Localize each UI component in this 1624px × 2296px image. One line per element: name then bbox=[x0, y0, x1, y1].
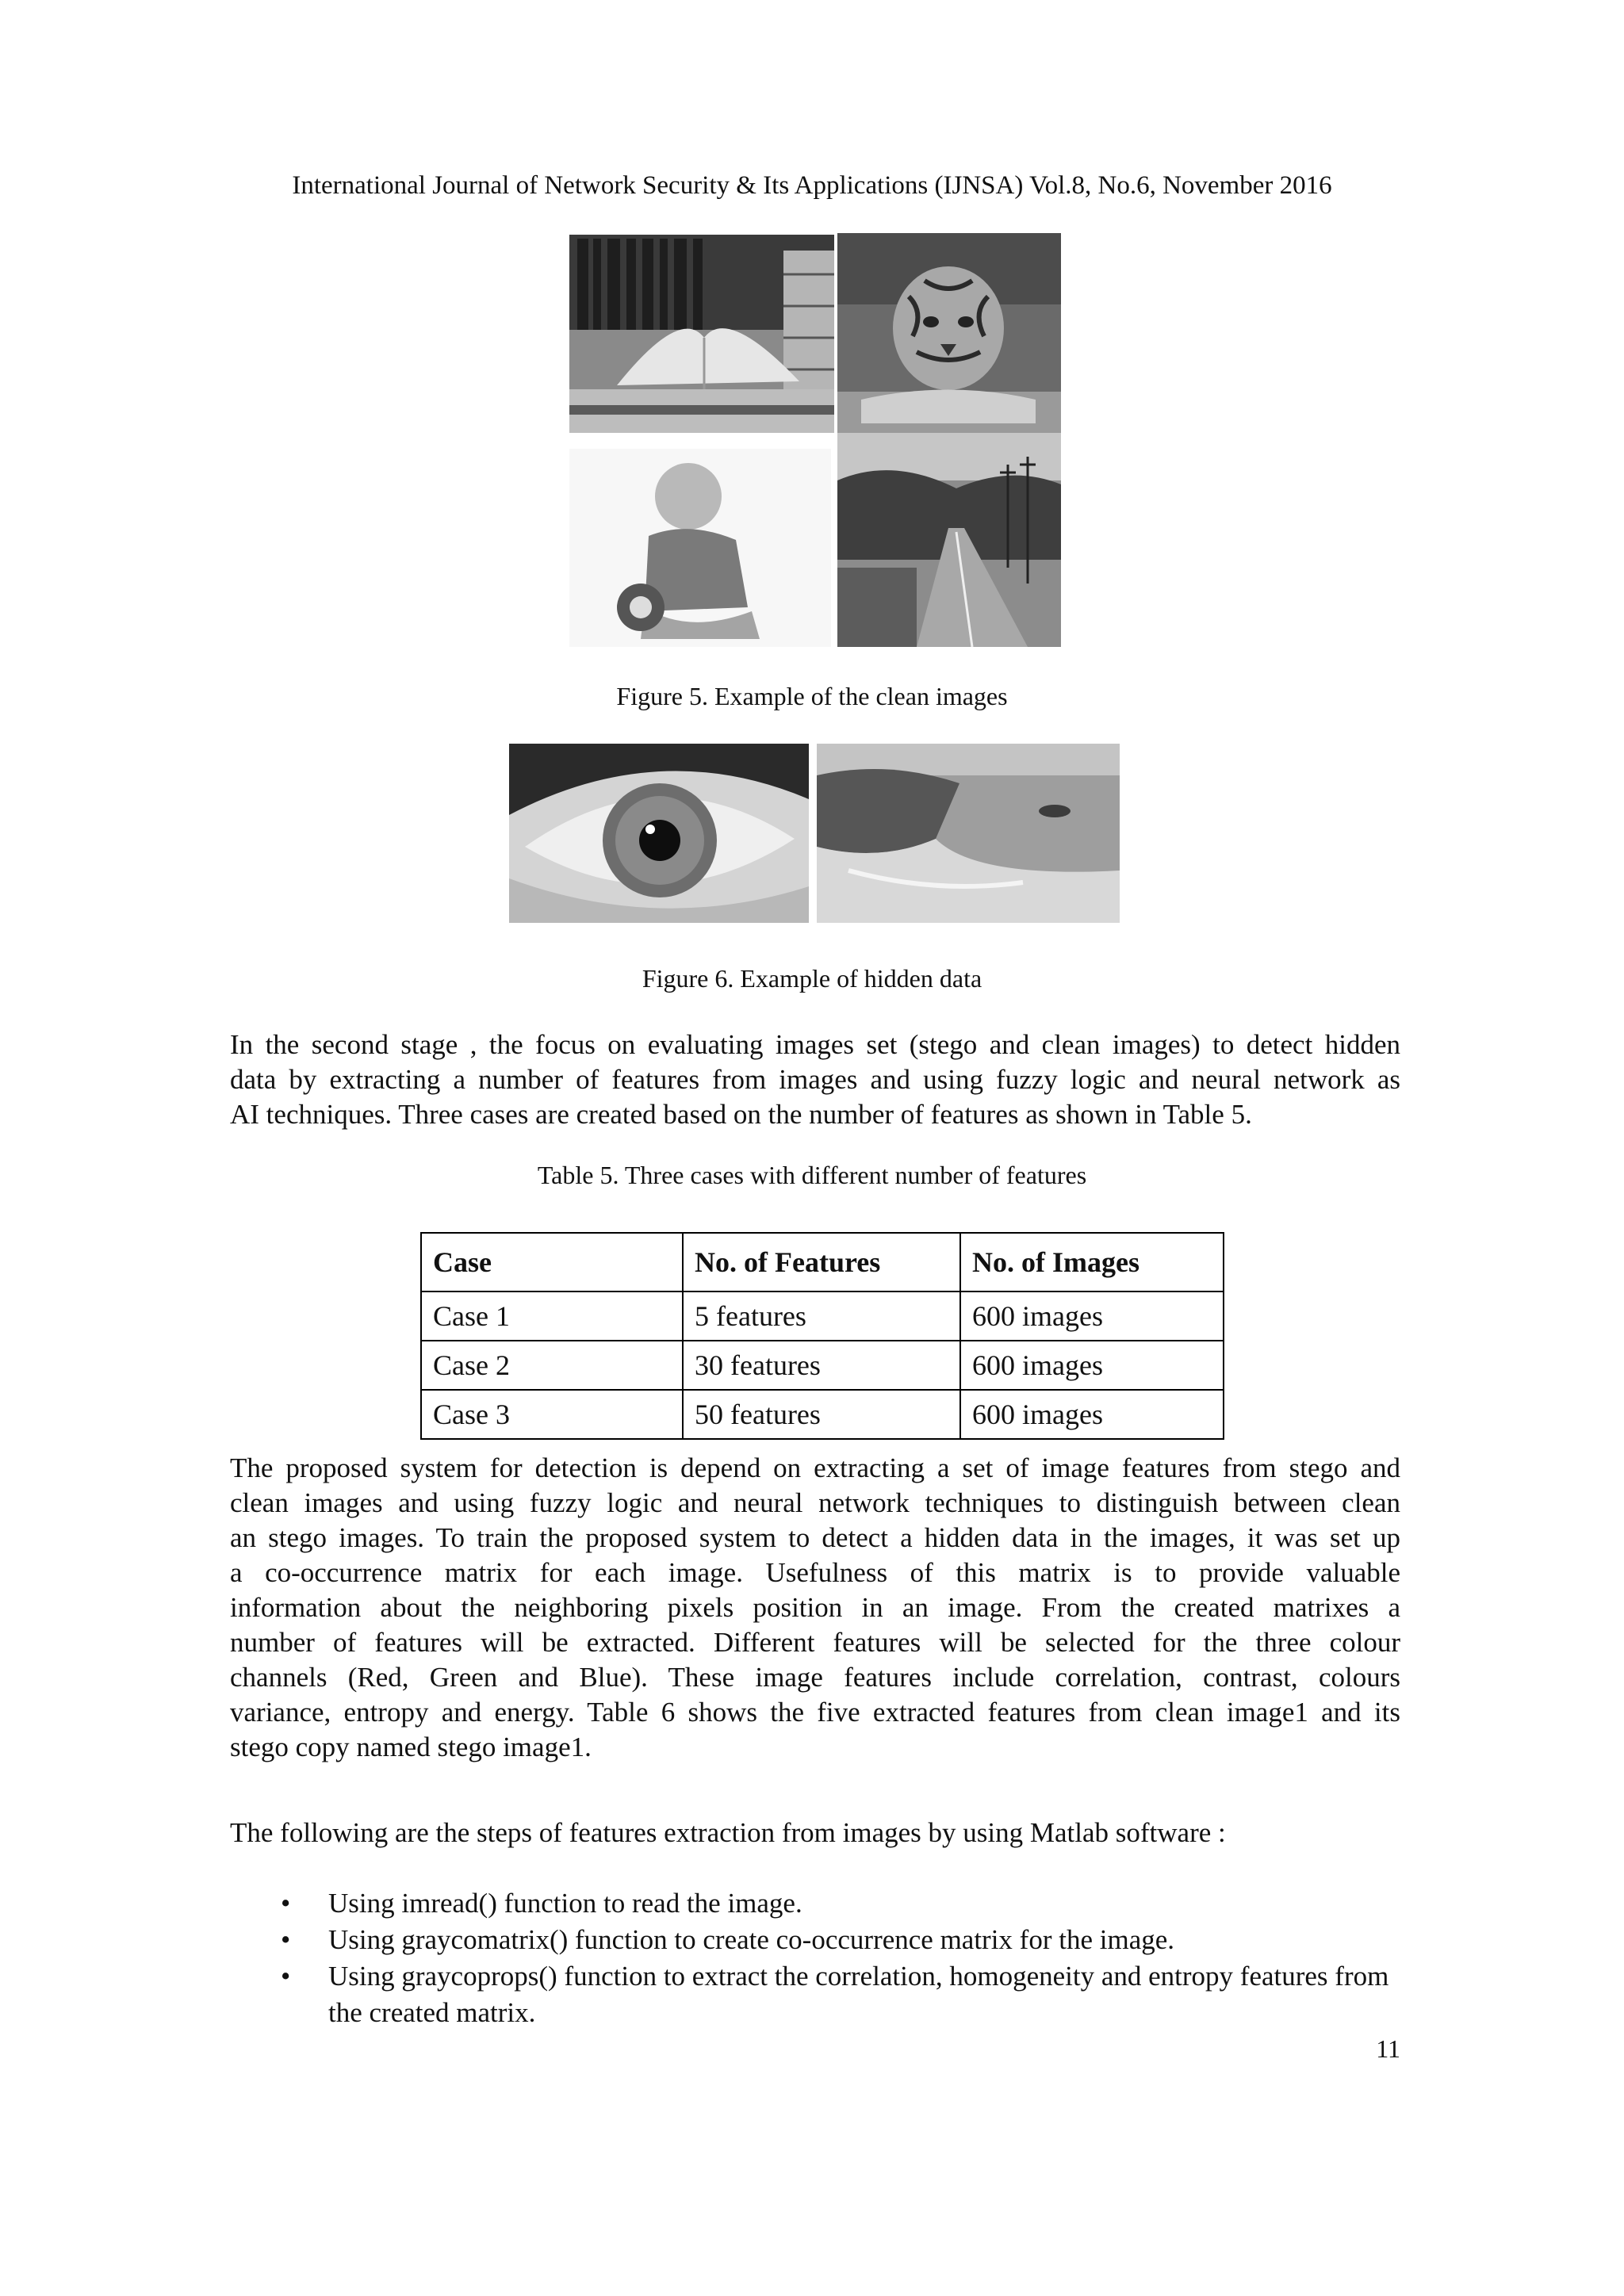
table-cell: 600 images bbox=[960, 1341, 1224, 1390]
books-photo bbox=[569, 235, 834, 433]
tiger-photo bbox=[837, 233, 1061, 433]
table-cell: Case 2 bbox=[421, 1341, 683, 1390]
paragraph-line: clean images and using fuzzy logic and neural network techniques to distinguish between clean bbox=[230, 1487, 1400, 1518]
list-item bbox=[230, 1958, 1400, 2031]
header-features: No. of Features bbox=[683, 1233, 960, 1292]
paragraph-line: information about the neighboring pixels position in an image. From the created matrixes a bbox=[230, 1592, 1400, 1623]
paragraph-line: variance, entropy and energy. Table 6 shows the five extracted features from clean image1 and its bbox=[230, 1697, 1400, 1728]
coast-photo bbox=[817, 744, 1120, 923]
paragraph-second-stage bbox=[230, 1027, 1400, 1132]
paragraph-steps-intro: The following are the steps of features extraction from images by using Matlab software : bbox=[230, 1817, 1226, 1848]
table-header-row bbox=[421, 1233, 1224, 1292]
paragraph-line: AI techniques. Three cases are created based on the number of features as shown in Table 5. bbox=[230, 1099, 1252, 1130]
table-row bbox=[421, 1292, 1224, 1341]
table-5 bbox=[420, 1232, 1224, 1440]
steps-list bbox=[230, 1885, 1400, 2031]
bullet-icon: • bbox=[281, 1888, 291, 1919]
paragraph-proposed-system bbox=[230, 1451, 1400, 1765]
bullet-icon: • bbox=[281, 1924, 291, 1955]
bullet-icon: • bbox=[281, 1961, 291, 1992]
paragraph-line: In the second stage , the focus on evaluating images set (stego and clean images) to detect hidden bbox=[230, 1029, 1400, 1060]
list-item-text: Using graycoprops() function to extract the correlation, homogeneity and entropy features from the created matrix. bbox=[328, 1961, 1389, 2028]
paragraph-line: stego copy named stego image1. bbox=[230, 1732, 592, 1762]
list-item-text: Using imread() function to read the image. bbox=[328, 1888, 802, 1919]
paragraph-line: an stego images. To train the proposed system to detect a hidden data in the images, it was set up bbox=[230, 1522, 1400, 1553]
table-row bbox=[421, 1390, 1224, 1439]
table-row bbox=[421, 1341, 1224, 1390]
running-header: International Journal of Network Security & Its Applications (IJNSA) Vol.8, No.6, November 2016 bbox=[292, 171, 1332, 200]
table-cell: 30 features bbox=[683, 1341, 960, 1390]
list-item bbox=[230, 1922, 1400, 1958]
list-item-text: Using graycomatrix() function to create co-occurrence matrix for the image. bbox=[328, 1924, 1175, 1955]
eye-photo bbox=[509, 744, 809, 923]
header-case: Case bbox=[421, 1233, 683, 1292]
list-item bbox=[230, 1885, 1400, 1922]
table-cell: Case 3 bbox=[421, 1390, 683, 1439]
highway-photo bbox=[837, 433, 1061, 647]
paragraph-line: number of features will be extracted. Different features will be selected for the three colour bbox=[230, 1627, 1400, 1658]
figure6-caption: Figure 6. Example of hidden data bbox=[642, 964, 982, 993]
table-cell: 50 features bbox=[683, 1390, 960, 1439]
table-cell: 600 images bbox=[960, 1390, 1224, 1439]
paragraph-line: channels (Red, Green and Blue). These image features include correlation, contrast, colours bbox=[230, 1662, 1400, 1693]
table-cell: 5 features bbox=[683, 1292, 960, 1341]
paragraph-line: data by extracting a number of features from images and using fuzzy logic and neural network as bbox=[230, 1064, 1400, 1095]
baby-photo bbox=[569, 449, 831, 647]
paragraph-line: The proposed system for detection is depend on extracting a set of image features from stego and bbox=[230, 1452, 1400, 1483]
table-cell: 600 images bbox=[960, 1292, 1224, 1341]
page-number: 11 bbox=[1376, 2034, 1400, 2063]
table-cell: Case 1 bbox=[421, 1292, 683, 1341]
table5-caption: Table 5. Three cases with different number of features bbox=[537, 1161, 1087, 1189]
figure5-caption: Figure 5. Example of the clean images bbox=[616, 682, 1008, 710]
paragraph-line: a co-occurrence matrix for each image. Usefulness of this matrix is to provide valuable bbox=[230, 1557, 1400, 1588]
header-images: No. of Images bbox=[960, 1233, 1224, 1292]
